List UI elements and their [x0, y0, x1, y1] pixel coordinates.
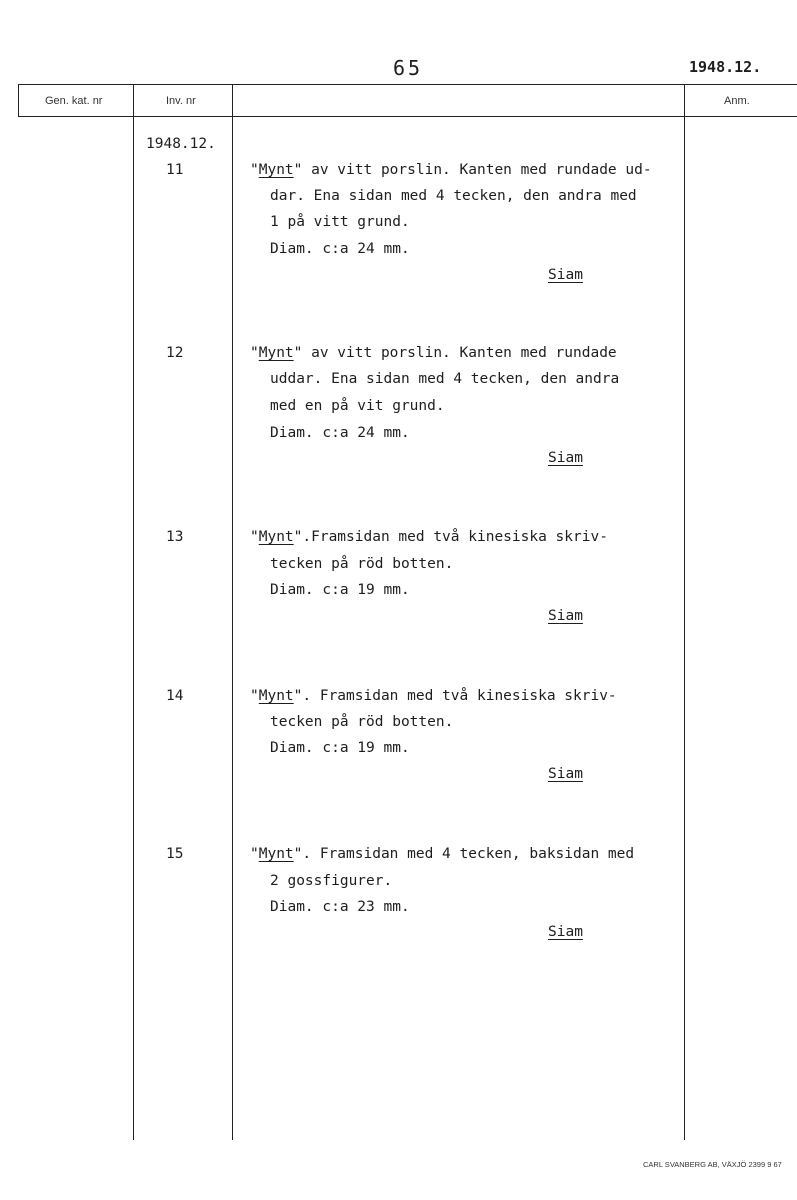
entry-line-3: med en på vit grund.	[270, 398, 445, 414]
entry-line-2: tecken på röd botten.	[270, 556, 454, 572]
entry-line-3: Diam. c:a 23 mm.	[270, 899, 410, 915]
entry-origin: Siam	[548, 450, 583, 466]
entry-line-2: dar. Ena sidan med 4 tecken, den andra med	[270, 188, 637, 204]
inventory-number: 13	[166, 529, 184, 545]
entry-line-4: Diam. c:a 24 mm.	[270, 425, 410, 441]
column-divider-1	[133, 84, 134, 1140]
entry-line-3: 1 på vitt grund.	[270, 214, 410, 230]
entry-line-2: uddar. Ena sidan med 4 tecken, den andra	[270, 371, 620, 387]
entry-line-2: 2 gossfigurer.	[270, 873, 393, 889]
column-header-gen-kat-nr: Gen. kat. nr	[45, 95, 103, 107]
column-header-inv-nr: Inv. nr	[166, 95, 196, 107]
table-header-rule	[18, 116, 797, 117]
inventory-number: 12	[166, 345, 184, 361]
entry-title: Mynt	[258, 345, 294, 361]
inventory-date-prefix: 1948.12.	[146, 136, 216, 152]
entry-line-1: "Mynt". Framsidan med två kinesiska skriv-	[250, 688, 617, 704]
entry-title: Mynt	[258, 529, 294, 545]
entry-line-1: "Mynt" av vitt porslin. Kanten med rundade ud-	[250, 162, 652, 178]
entry-line-4: Diam. c:a 24 mm.	[270, 241, 410, 257]
inventory-number: 11	[166, 162, 184, 178]
table-top-rule	[18, 84, 797, 85]
page-number: 65	[393, 56, 424, 80]
entry-origin: Siam	[548, 766, 583, 782]
entry-line-1: "Mynt". Framsidan med 4 tecken, baksidan med	[250, 846, 635, 862]
printer-imprint: CARL SVANBERG AB, VÄXJÖ 2399 9 67	[643, 1160, 782, 1169]
column-divider-2	[232, 84, 233, 1140]
inventory-number: 15	[166, 846, 184, 862]
inventory-number: 14	[166, 688, 184, 704]
entry-origin: Siam	[548, 924, 583, 940]
entry-origin: Siam	[548, 608, 583, 624]
header-date: 1948.12.	[689, 58, 762, 76]
entry-line-1: "Mynt" av vitt porslin. Kanten med rundade	[250, 345, 617, 361]
column-divider-3	[684, 84, 685, 1140]
entry-line-1: "Mynt".Framsidan med två kinesiska skriv-	[250, 529, 608, 545]
entry-origin: Siam	[548, 267, 583, 283]
entry-title: Mynt	[258, 162, 294, 178]
column-header-anm: Anm.	[724, 95, 750, 107]
entry-line-3: Diam. c:a 19 mm.	[270, 582, 410, 598]
entry-title: Mynt	[258, 688, 294, 704]
entry-title: Mynt	[258, 846, 294, 862]
left-border	[18, 84, 19, 117]
entry-line-2: tecken på röd botten.	[270, 714, 454, 730]
entry-line-3: Diam. c:a 19 mm.	[270, 740, 410, 756]
